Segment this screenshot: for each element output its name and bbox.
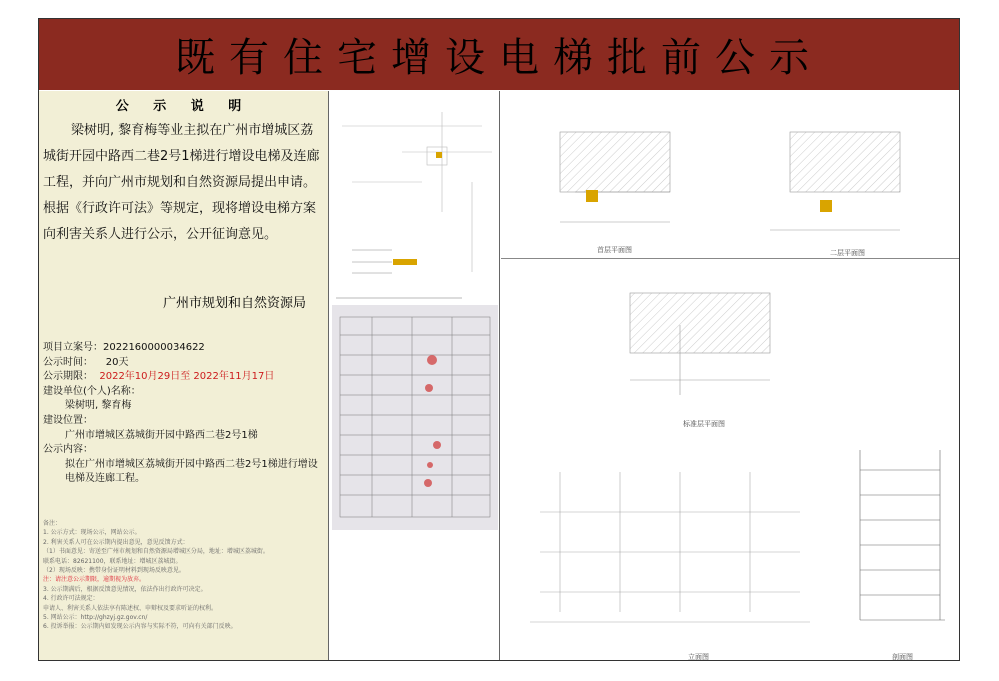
project-no-label: 项目立案号： (43, 342, 103, 353)
issuer: 广州市规划和自然资源局 (162, 296, 306, 311)
note-line: 3. 公示期满后，根据反馈意见情况，依法作出行政许可决定。 (43, 585, 207, 593)
duration-label: 公示时间： (43, 356, 93, 368)
notice-panel (39, 91, 329, 660)
drawing-label: 标准层平面图 (683, 420, 725, 428)
standard-floor-plan (600, 285, 780, 405)
builder-label: 建设单位(个人)名称： (43, 385, 141, 397)
note-line: 2. 利害关系人可在公示期内提出意见，意见反馈方式： (43, 538, 189, 546)
note-line: 4. 行政许可法规定： (43, 595, 99, 603)
builder: 梁树明, 黎育梅 (65, 400, 132, 412)
project-info (43, 341, 325, 487)
location: 广州市增城区荔城街开园中路西二巷2号1梯 (65, 429, 258, 441)
ground-floor-plan (520, 120, 680, 245)
notes (43, 519, 325, 632)
signature-form-photo (332, 305, 498, 530)
drawing-label: 首层平面图 (597, 246, 632, 254)
duration: 20天 (105, 356, 129, 368)
note-line: 申请人、利害关系人依法享有陈述权、申辩权及要求听证的权利。 (43, 604, 218, 612)
divider (501, 258, 959, 259)
note-line: 1. 公示方式：现场公示，网站公示。 (43, 529, 141, 537)
note-line: 联系电话：82621100，联系地址：增城区荔城街。 (43, 557, 182, 565)
note-line: 注：请注意公示期限，逾期视为放弃。 (43, 576, 146, 584)
period-label: 公示期限： (43, 371, 93, 383)
notes-heading: 备注： (43, 520, 62, 527)
second-floor-plan (750, 120, 910, 245)
duration-row (43, 356, 325, 371)
drawing-label: 二层平面图 (830, 249, 865, 257)
location-label: 建设位置： (43, 414, 93, 426)
site-plan-drawing (332, 92, 498, 304)
page-title: 既有住宅增设电梯批前公示 (39, 19, 959, 90)
note-line: （1）书面意见：寄送至广州市规划和自然资源局增城区分局，地址：增城区荔城街。 (43, 548, 269, 556)
note-line: 6. 投诉举报：公示期内如发现公示内容与实际不符，可向有关部门反映。 (43, 623, 237, 631)
elevation-drawing (520, 452, 820, 652)
content-label: 公示内容： (43, 444, 93, 456)
form-table-sketch (332, 305, 498, 530)
section-drawing (840, 440, 950, 650)
notice-heading: 公 示 说 明 (115, 99, 252, 114)
drawing-label: 剖面图 (892, 653, 913, 661)
note-line: 5. 网站公示：http://ghzyj.gz.gov.cn/ (43, 614, 148, 622)
project-no-row (43, 341, 325, 356)
drawing-label: 立面图 (688, 653, 709, 661)
period-row (43, 370, 325, 385)
content: 拟在广州市增城区荔城街开园中路西二巷2号1梯进行增设电梯及连廊工程。 (65, 458, 318, 485)
period: 2022年10月29日至 2022年11月17日 (99, 371, 275, 383)
note-line: （2）现场反映：携带身份证明材料到现场反映意见。 (43, 567, 185, 575)
project-no: 2022160000034622 (103, 342, 205, 353)
notice-body: 梁树明, 黎育梅等业主拟在广州市增城区荔城街开园中路西二巷2号1梯进行增设电梯及连廊工程，并向广州市规划和自然资源局提出申请。根据《行政许可法》等规定，现将增设电梯方案向利害关系人进行公示，公开征询意见。 (43, 123, 320, 242)
